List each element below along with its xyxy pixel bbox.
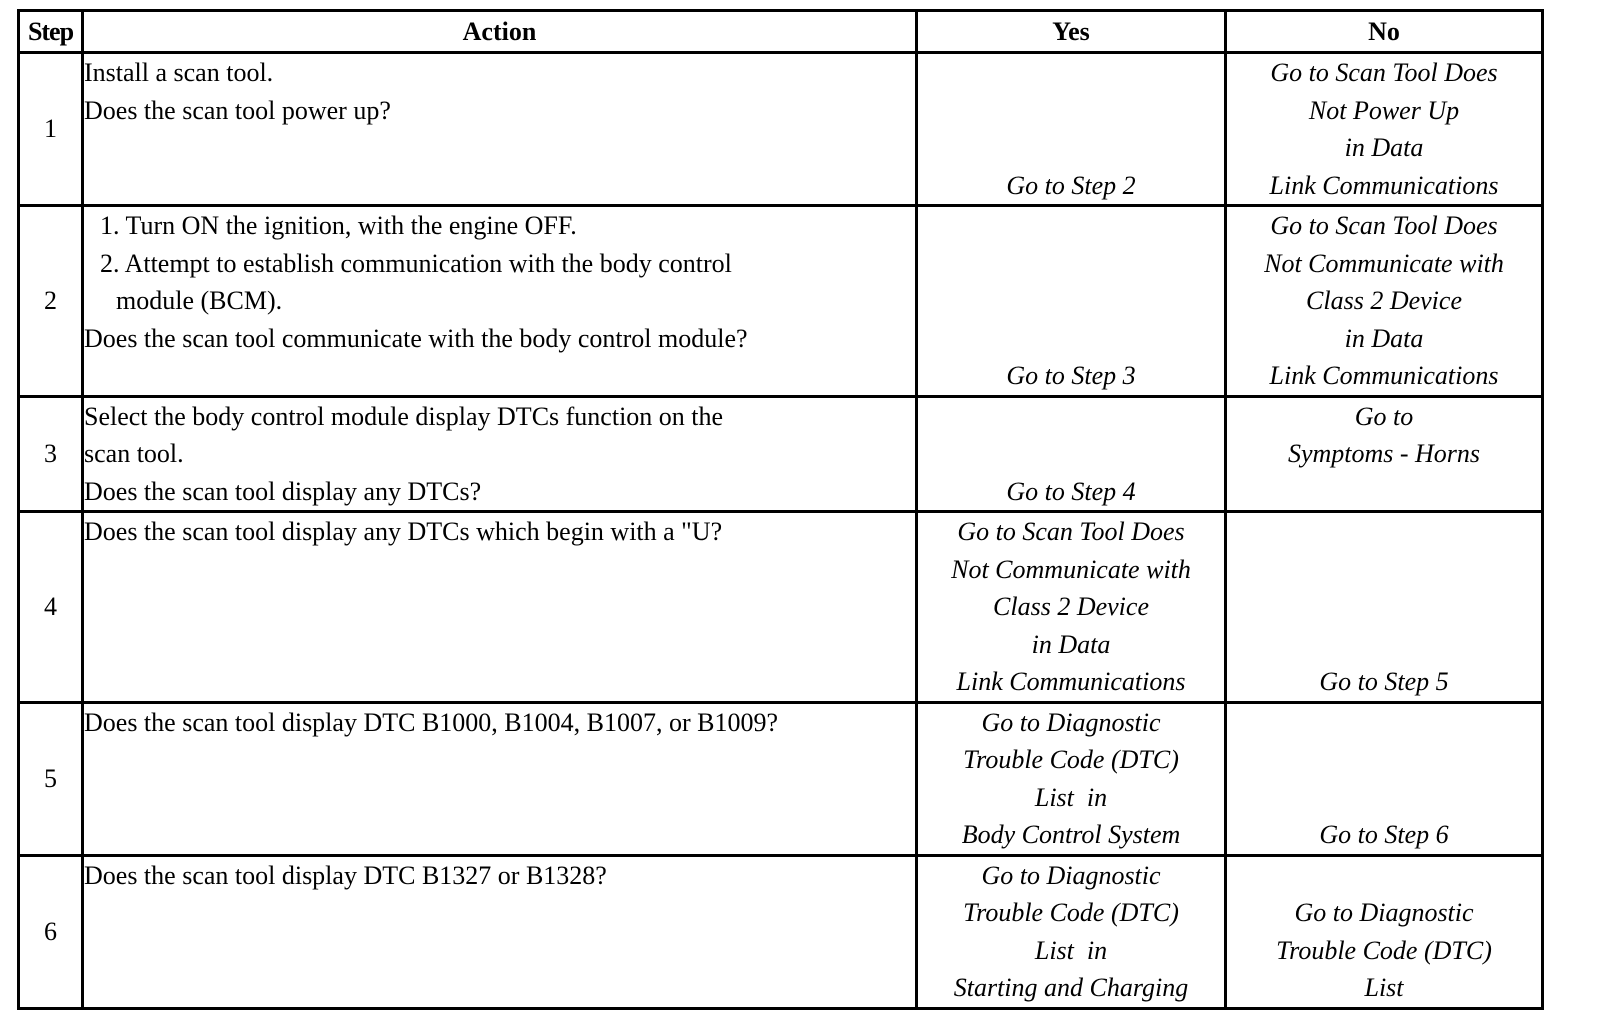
yes-line: Starting and Charging <box>953 973 1189 1002</box>
action-line: Does the scan tool communicate with the body control module? <box>84 323 748 353</box>
yes-cell <box>917 855 1226 1008</box>
header-yes: Yes <box>917 11 1226 53</box>
diagnostic-table <box>17 9 1544 1010</box>
no-cell <box>1226 206 1543 397</box>
action-cell <box>83 53 917 206</box>
yes-line: Go to Scan Tool Does <box>957 517 1185 546</box>
step-number: 3 <box>19 396 83 512</box>
action-line: module (BCM). <box>116 286 283 315</box>
header-step: Step <box>19 11 83 53</box>
header-no: No <box>1226 11 1543 53</box>
step-number: 2 <box>19 206 83 397</box>
yes-line: List in <box>1034 782 1108 812</box>
no-line: Go to Scan Tool Does <box>1270 211 1498 240</box>
no-line: Go to Diagnostic <box>1294 898 1474 927</box>
no-line: Symptoms - Horns <box>1287 439 1481 468</box>
yes-line: Class 2 Device <box>993 592 1149 621</box>
no-cell <box>1226 855 1543 1008</box>
action-line: 1. Turn ON the ignition, with the engine OFF. <box>100 211 577 240</box>
no-line: Go to <box>1354 401 1414 431</box>
action-line: Does the scan tool display any DTCs? <box>84 476 482 506</box>
action-line: Does the scan tool display any DTCs which begin with a "U? <box>84 517 723 546</box>
no-cell <box>1226 512 1543 703</box>
no-line: Class 2 Device <box>1306 286 1462 315</box>
yes-line: Go to Step 3 <box>1006 361 1136 390</box>
action-cell <box>83 702 917 855</box>
no-line: Link Communications <box>1269 361 1499 390</box>
no-cell <box>1226 53 1543 206</box>
action-line: Does the scan tool display DTC B1327 or B1328? <box>84 860 607 890</box>
action-line: 2. Attempt to establish communication with the body control <box>100 248 732 278</box>
no-line: Trouble Code (DTC) <box>1276 935 1492 965</box>
no-line: List <box>1364 973 1404 1002</box>
action-cell <box>83 206 917 397</box>
yes-line: Link Communications <box>956 667 1186 696</box>
yes-cell <box>917 702 1226 855</box>
yes-line: List in <box>1034 935 1108 965</box>
action-cell <box>83 855 917 1008</box>
action-line: scan tool. <box>84 439 184 468</box>
step-number: 4 <box>19 512 83 703</box>
yes-line: Trouble Code (DTC) <box>963 745 1179 774</box>
no-line: in Data <box>1344 133 1424 162</box>
table-row <box>19 855 1543 1008</box>
header-row <box>19 11 1543 53</box>
yes-line: Go to Step 2 <box>1006 170 1136 200</box>
no-cell <box>1226 396 1543 512</box>
action-line: Select the body control module display DTCs function on the <box>84 401 724 431</box>
step-number: 1 <box>19 53 83 206</box>
yes-line: Go to Diagnostic <box>981 707 1161 737</box>
yes-line: Trouble Code (DTC) <box>963 898 1179 927</box>
yes-line: Body Control System <box>961 820 1181 849</box>
action-cell <box>83 512 917 703</box>
yes-line: Go to Step 4 <box>1006 476 1136 506</box>
yes-cell <box>917 396 1226 512</box>
yes-line: Not Communicate with <box>951 554 1191 584</box>
no-line: Go to Scan Tool Does <box>1270 58 1498 87</box>
yes-cell <box>917 206 1226 397</box>
yes-line: in Data <box>1031 629 1111 659</box>
table-row <box>19 396 1543 512</box>
action-line: Does the scan tool display DTC B1000, B1004, B1007, or B1009? <box>84 707 779 737</box>
yes-cell <box>917 512 1226 703</box>
table-row <box>19 512 1543 703</box>
step-number: 6 <box>19 855 83 1008</box>
no-line: Go to Step 6 <box>1319 820 1449 849</box>
no-line: Go to Step 5 <box>1319 667 1449 696</box>
header-action: Action <box>83 11 917 53</box>
table-row <box>19 206 1543 397</box>
no-line: Link Communications <box>1269 170 1499 200</box>
yes-line: Go to Diagnostic <box>981 860 1161 890</box>
no-line: in Data <box>1344 323 1424 353</box>
step-number: 5 <box>19 702 83 855</box>
table-row <box>19 53 1543 206</box>
yes-cell <box>917 53 1226 206</box>
no-line: Not Communicate with <box>1264 248 1504 278</box>
table-row <box>19 702 1543 855</box>
action-cell <box>83 396 917 512</box>
no-cell <box>1226 702 1543 855</box>
action-line: Install a scan tool. <box>84 58 274 87</box>
no-line: Not Power Up <box>1308 95 1460 125</box>
action-line: Does the scan tool power up? <box>84 95 391 125</box>
